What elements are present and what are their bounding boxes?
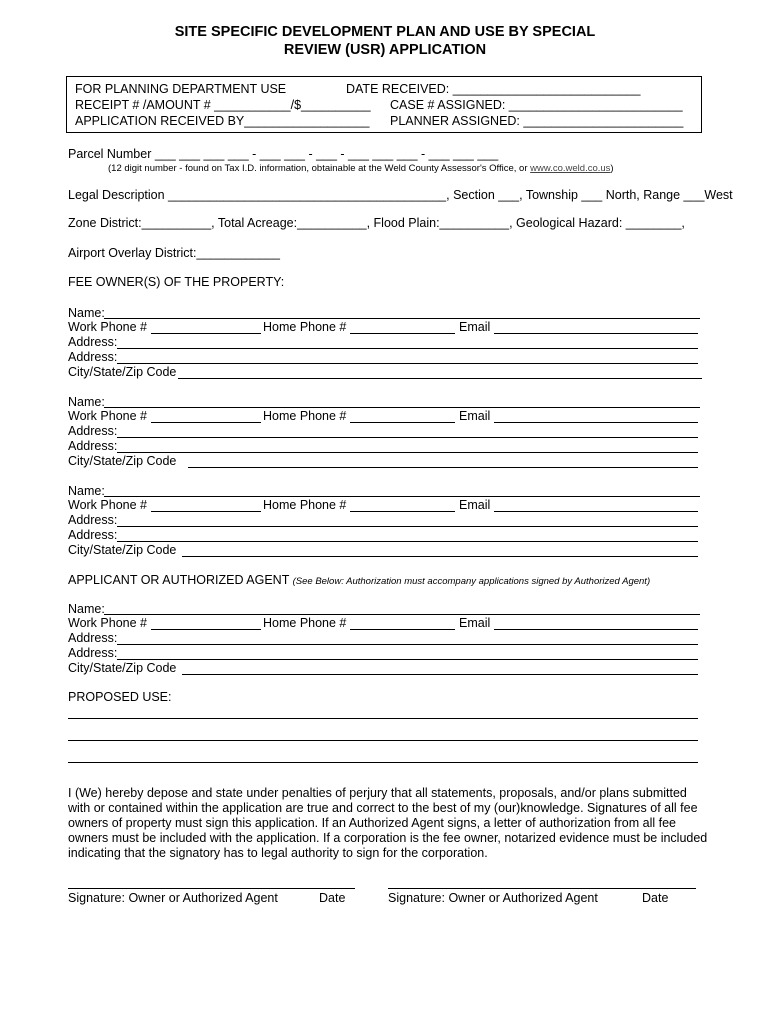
address-label: Address: — [68, 335, 118, 349]
address-label-2: Address: — [68, 646, 118, 660]
proposed-use-line-3[interactable] — [68, 762, 698, 763]
city-state-zip-input-line[interactable] — [182, 674, 698, 675]
application-received-by-field[interactable]: APPLICATION RECEIVED BY__________________ — [75, 114, 370, 128]
parcel-note-suffix: ) — [610, 163, 614, 174]
home-phone-label: Home Phone # — [263, 409, 347, 423]
applicant-heading-row — [68, 573, 650, 587]
declaration-text: I (We) hereby depose and state under penalties of perjury that all statements, proposals, and/or plans submitted with or contained within the application are true and correct to the best of my (our)knowledge. Signatures of all fee owners of property must sign this application. If an Authorized Agent signs, a letter of authorization from all fee owners must be included with the application. If a corporation is the fee owner, notarized evidence must be included indicating that the signatory has to legal authority to sign for the corporation. — [68, 786, 708, 860]
parcel-note — [108, 163, 614, 174]
city-state-zip-input-line[interactable] — [182, 556, 698, 557]
work-phone-label: Work Phone # — [68, 616, 147, 630]
applicant-heading: APPLICANT OR AUTHORIZED AGENT — [68, 573, 290, 587]
parcel-number-field[interactable]: Parcel Number ___ ___ ___ ___ - ___ ___ - ___ - ___ ___ ___ - ___ ___ ___ — [68, 147, 499, 161]
signature-line-1[interactable] — [68, 888, 355, 889]
email-input-line[interactable] — [494, 629, 698, 630]
address-label: Address: — [68, 631, 118, 645]
airport-overlay-field[interactable]: Airport Overlay District:____________ — [68, 246, 280, 260]
home-phone-input-line[interactable] — [350, 511, 455, 512]
home-phone-input-line[interactable] — [350, 333, 455, 334]
signature-line-2[interactable] — [388, 888, 696, 889]
name-label: Name: — [68, 395, 105, 409]
work-phone-input-line[interactable] — [151, 629, 261, 630]
form-title-line1: SITE SPECIFIC DEVELOPMENT PLAN AND USE BY SPECIAL — [174, 24, 596, 40]
name-label: Name: — [68, 306, 105, 320]
name-input-line[interactable] — [104, 318, 700, 319]
receipt-amount-field[interactable]: RECEIPT # /AMOUNT # ___________/$__________ — [75, 98, 371, 112]
name-input-line[interactable] — [104, 496, 700, 497]
city-state-zip-input-line[interactable] — [178, 378, 702, 379]
email-input-line[interactable] — [494, 511, 698, 512]
address-label: Address: — [68, 513, 118, 527]
signature-date-label-2: Date — [642, 891, 669, 905]
city-state-zip-label: City/State/Zip Code — [68, 365, 177, 379]
address-label-2: Address: — [68, 439, 118, 453]
case-assigned-field[interactable]: CASE # ASSIGNED: _________________________ — [390, 98, 683, 112]
email-input-line[interactable] — [494, 333, 698, 334]
city-state-zip-label: City/State/Zip Code — [68, 661, 177, 675]
address-input-line-2[interactable] — [117, 363, 698, 364]
work-phone-input-line[interactable] — [151, 422, 261, 423]
form-title-line2: REVIEW (USR) APPLICATION — [283, 42, 487, 58]
home-phone-label: Home Phone # — [263, 498, 347, 512]
proposed-use-line-2[interactable] — [68, 740, 698, 741]
email-label: Email — [459, 498, 491, 512]
name-input-line[interactable] — [104, 407, 700, 408]
date-received-field[interactable]: DATE RECEIVED: ___________________________ — [346, 82, 641, 96]
address-input-line[interactable] — [117, 644, 698, 645]
work-phone-input-line[interactable] — [151, 511, 261, 512]
address-input-line[interactable] — [117, 348, 698, 349]
home-phone-input-line[interactable] — [350, 422, 455, 423]
email-input-line[interactable] — [494, 422, 698, 423]
signature-label-1: Signature: Owner or Authorized Agent — [68, 891, 278, 905]
work-phone-label: Work Phone # — [68, 320, 147, 334]
city-state-zip-input-line[interactable] — [188, 467, 698, 468]
city-state-zip-label: City/State/Zip Code — [68, 454, 177, 468]
name-label: Name: — [68, 484, 105, 498]
signature-date-label-1: Date — [319, 891, 346, 905]
assessor-link[interactable]: www.co.weld.co.us — [530, 163, 611, 174]
email-label: Email — [459, 616, 491, 630]
name-input-line[interactable] — [104, 614, 700, 615]
address-input-line-2[interactable] — [117, 452, 698, 453]
home-phone-label: Home Phone # — [263, 320, 347, 334]
parcel-note-prefix: (12 digit number - found on Tax I.D. information, obtainable at the Weld County Assessor's Office, or — [108, 163, 531, 174]
address-input-line-2[interactable] — [117, 541, 698, 542]
legal-description-field[interactable]: Legal Description ________________________________________, Section ___, Township ___ North, Range ___West — [68, 188, 733, 202]
work-phone-input-line[interactable] — [151, 333, 261, 334]
office-use-heading: FOR PLANNING DEPARTMENT USE — [75, 82, 287, 96]
home-phone-label: Home Phone # — [263, 616, 347, 630]
email-label: Email — [459, 409, 491, 423]
email-label: Email — [459, 320, 491, 334]
planner-assigned-field[interactable]: PLANNER ASSIGNED: _______________________ — [390, 114, 684, 128]
home-phone-input-line[interactable] — [350, 629, 455, 630]
fee-owners-heading: FEE OWNER(S) OF THE PROPERTY: — [68, 275, 285, 289]
city-state-zip-label: City/State/Zip Code — [68, 543, 177, 557]
address-input-line-2[interactable] — [117, 659, 698, 660]
proposed-use-line-1[interactable] — [68, 718, 698, 719]
address-label: Address: — [68, 424, 118, 438]
address-label-2: Address: — [68, 528, 118, 542]
work-phone-label: Work Phone # — [68, 498, 147, 512]
address-label-2: Address: — [68, 350, 118, 364]
signature-label-2: Signature: Owner or Authorized Agent — [388, 891, 598, 905]
address-input-line[interactable] — [117, 437, 698, 438]
work-phone-label: Work Phone # — [68, 409, 147, 423]
applicant-note: (See Below: Authorization must accompany applications signed by Authorized Agent) — [292, 576, 651, 587]
zone-acreage-line[interactable]: Zone District:__________, Total Acreage:__________, Flood Plain:__________, Geological Hazard: ________, — [68, 216, 685, 230]
name-label: Name: — [68, 602, 105, 616]
proposed-use-label: PROPOSED USE: — [68, 690, 172, 704]
address-input-line[interactable] — [117, 526, 698, 527]
